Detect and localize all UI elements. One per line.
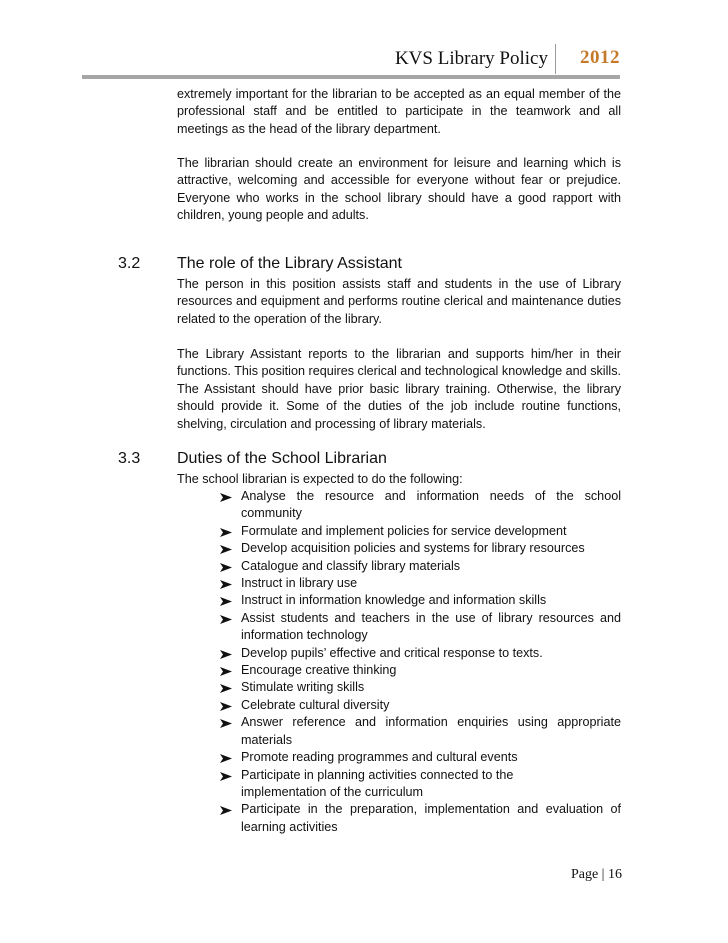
arrow-bullet-icon	[220, 684, 232, 693]
list-item	[218, 679, 621, 696]
list-item-text: Participate in the preparation, implementation and evaluation of learning activities	[241, 802, 621, 834]
list-item-text: Instruct in information knowledge and information skills	[241, 593, 547, 608]
list-item	[218, 645, 621, 662]
list-item	[218, 697, 621, 714]
list-item	[218, 714, 621, 749]
document-title: KVS Library Policy	[394, 48, 548, 69]
arrow-bullet-icon	[220, 615, 232, 624]
list-item-text: Formulate and implement policies for service development	[241, 523, 567, 538]
list-item	[218, 801, 621, 836]
section-heading: The role of the Library Assistant	[177, 255, 402, 272]
page-header	[82, 44, 620, 76]
arrow-bullet-icon	[220, 528, 232, 537]
list-item-text: Assist students and teachers in the use of library resources and information technology	[241, 610, 621, 643]
list-item	[218, 540, 621, 557]
section-number: 3.3	[118, 450, 141, 467]
list-item	[218, 749, 621, 766]
arrow-bullet-icon	[220, 545, 232, 554]
list-item	[218, 592, 621, 609]
section-paragraph: The Library Assistant reports to the librarian and supports him/her in their functions. This position requires clerical and technological knowledge and skills. The Assistant should have prior basic library training. Otherwise, the library should provide it. Some of the duties of the job include routine functions, shelving, circulation and processing of library materials.	[177, 347, 621, 431]
arrow-bullet-icon	[220, 806, 232, 815]
list-item-text: Participate in planning activities connected to the implementation of the curriculum	[241, 767, 514, 799]
list-item-text: Catalogue and classify library materials	[241, 558, 461, 573]
list-item	[218, 558, 621, 575]
document-year: 2012	[580, 47, 620, 68]
list-item-text: Instruct in library use	[241, 576, 358, 591]
arrow-bullet-icon	[220, 702, 232, 711]
header-divider	[555, 44, 556, 74]
list-item	[218, 767, 621, 802]
list-item	[218, 662, 621, 679]
section-heading: Duties of the School Librarian	[177, 450, 387, 467]
list-item-text: Stimulate writing skills	[241, 680, 365, 695]
arrow-bullet-icon	[220, 754, 232, 763]
intro-paragraph-1: extremely important for the librarian to be accepted as an equal member of the professional staff and be entitled to participate in the teamwork and all meetings as the head of the library department.	[177, 87, 621, 136]
section-number: 3.2	[118, 255, 141, 272]
list-item-text: Celebrate cultural diversity	[241, 697, 390, 712]
section-intro: The school librarian is expected to do the following:	[177, 472, 463, 486]
header-rule	[82, 75, 620, 79]
list-item-text: Answer reference and information enquiries using appropriate materials	[241, 715, 621, 747]
arrow-bullet-icon	[220, 493, 232, 502]
arrow-bullet-icon	[220, 563, 232, 572]
list-item-text: Analyse the resource and information needs of the school community	[241, 489, 621, 521]
list-item	[218, 488, 621, 523]
list-item	[218, 523, 621, 540]
arrow-bullet-icon	[220, 580, 232, 589]
list-item	[218, 575, 621, 592]
list-item-text: Develop pupils’ effective and critical response to texts.	[241, 645, 543, 660]
list-item	[218, 610, 621, 645]
section-paragraph: The person in this position assists staff and students in the use of Library resources and equipment and performs routine clerical and maintenance duties related to the operation of the library.	[177, 277, 621, 326]
arrow-bullet-icon	[220, 597, 232, 606]
intro-paragraph-2: The librarian should create an environment for leisure and learning which is attractive, welcoming and accessible for everyone without fear or prejudice. Everyone who works in the school library should have a good rapport with children, young people and adults.	[177, 156, 621, 223]
list-item-text: Promote reading programmes and cultural events	[241, 750, 518, 765]
arrow-bullet-icon	[220, 667, 232, 676]
arrow-bullet-icon	[220, 772, 232, 781]
arrow-bullet-icon	[220, 719, 232, 728]
list-item-text: Encourage creative thinking	[241, 663, 397, 678]
page-number: Page | 16	[570, 867, 622, 882]
list-item-text: Develop acquisition policies and systems for library resources	[241, 541, 585, 556]
arrow-bullet-icon	[220, 650, 232, 659]
duties-list	[218, 488, 621, 836]
